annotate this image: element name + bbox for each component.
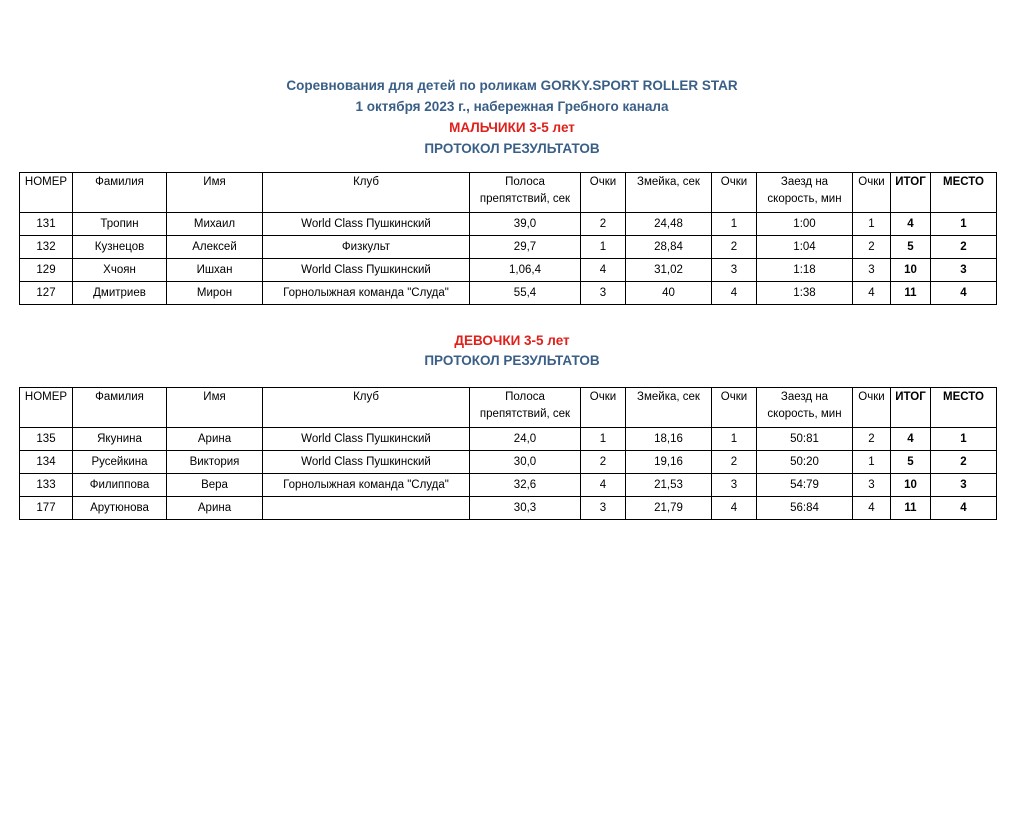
cell-name: Вера <box>167 474 263 497</box>
table-row <box>20 497 997 520</box>
col-total-header: ИТОГ <box>891 173 931 213</box>
cell-total: 5 <box>891 236 931 259</box>
cell-surname: Филиппова <box>73 474 167 497</box>
col-points2-header: Очки <box>712 388 757 428</box>
cell-club: World Class Пушкинский <box>263 213 470 236</box>
table-row <box>20 236 997 259</box>
col-points1-header: Очки <box>581 173 626 213</box>
cell-snake: 40 <box>626 282 712 305</box>
cell-num: 134 <box>20 451 73 474</box>
col-obstacle-header: Полоса препятствий, сек <box>470 173 581 213</box>
cell-total: 4 <box>891 213 931 236</box>
cell-points3: 2 <box>853 428 891 451</box>
col-points2-header: Очки <box>712 173 757 213</box>
cell-total: 10 <box>891 474 931 497</box>
cell-place: 3 <box>931 474 997 497</box>
cell-points2: 3 <box>712 259 757 282</box>
cell-speed: 50:81 <box>757 428 853 451</box>
cell-points2: 2 <box>712 236 757 259</box>
cell-num: 135 <box>20 428 73 451</box>
cell-snake: 31,02 <box>626 259 712 282</box>
cell-obstacle: 32,6 <box>470 474 581 497</box>
cell-obstacle: 24,0 <box>470 428 581 451</box>
cell-total: 11 <box>891 497 931 520</box>
cell-surname: Русейкина <box>73 451 167 474</box>
table-row <box>20 282 997 305</box>
cell-club: Горнолыжная команда "Слуда" <box>263 474 470 497</box>
cell-place: 1 <box>931 428 997 451</box>
cell-points3: 1 <box>853 213 891 236</box>
col-place-header: МЕСТО <box>931 388 997 428</box>
cell-num: 131 <box>20 213 73 236</box>
cell-name: Мирон <box>167 282 263 305</box>
cell-surname: Якунина <box>73 428 167 451</box>
cell-total: 5 <box>891 451 931 474</box>
cell-num: 127 <box>20 282 73 305</box>
cell-total: 4 <box>891 428 931 451</box>
table-header-row <box>20 388 997 428</box>
cell-obstacle: 1,06,4 <box>470 259 581 282</box>
girls-results-table <box>19 387 997 520</box>
cell-name: Арина <box>167 497 263 520</box>
cell-points1: 1 <box>581 236 626 259</box>
cell-points2: 4 <box>712 497 757 520</box>
cell-speed: 56:84 <box>757 497 853 520</box>
cell-name: Михаил <box>167 213 263 236</box>
cell-snake: 21,79 <box>626 497 712 520</box>
cell-club <box>263 497 470 520</box>
cell-points1: 4 <box>581 259 626 282</box>
cell-club: World Class Пушкинский <box>263 259 470 282</box>
cell-points2: 2 <box>712 451 757 474</box>
cell-place: 4 <box>931 282 997 305</box>
cell-snake: 18,16 <box>626 428 712 451</box>
cell-club: Горнолыжная команда "Слуда" <box>263 282 470 305</box>
col-club-header: Клуб <box>263 173 470 213</box>
cell-name: Алексей <box>167 236 263 259</box>
cell-points3: 4 <box>853 497 891 520</box>
cell-speed: 1:38 <box>757 282 853 305</box>
cell-points1: 3 <box>581 282 626 305</box>
table-row <box>20 474 997 497</box>
cell-snake: 19,16 <box>626 451 712 474</box>
cell-points1: 2 <box>581 213 626 236</box>
cell-snake: 24,48 <box>626 213 712 236</box>
cell-club: World Class Пушкинский <box>263 451 470 474</box>
table-row <box>20 451 997 474</box>
cell-club: Физкульт <box>263 236 470 259</box>
boys-protocol-title: ПРОТОКОЛ РЕЗУЛЬТАТОВ <box>424 141 600 156</box>
cell-points1: 4 <box>581 474 626 497</box>
col-num-header: НОМЕР <box>20 173 73 213</box>
cell-name: Виктория <box>167 451 263 474</box>
col-points1-header: Очки <box>581 388 626 428</box>
cell-place: 2 <box>931 236 997 259</box>
col-place-header: МЕСТО <box>931 173 997 213</box>
col-name-header: Имя <box>167 388 263 428</box>
cell-surname: Кузнецов <box>73 236 167 259</box>
event-title: Соревнования для детей по роликам GORKY.SPORT ROLLER STAR <box>286 78 738 93</box>
cell-total: 10 <box>891 259 931 282</box>
cell-points1: 1 <box>581 428 626 451</box>
col-surname-header: Фамилия <box>73 173 167 213</box>
col-obstacle-header: Полоса препятствий, сек <box>470 388 581 428</box>
cell-num: 133 <box>20 474 73 497</box>
cell-obstacle: 39,0 <box>470 213 581 236</box>
cell-obstacle: 30,3 <box>470 497 581 520</box>
cell-points3: 2 <box>853 236 891 259</box>
col-speed-header: Заезд на скорость, мин <box>757 388 853 428</box>
cell-speed: 1:18 <box>757 259 853 282</box>
cell-speed: 1:04 <box>757 236 853 259</box>
col-name-header: Имя <box>167 173 263 213</box>
col-surname-header: Фамилия <box>73 388 167 428</box>
cell-surname: Хчоян <box>73 259 167 282</box>
cell-speed: 1:00 <box>757 213 853 236</box>
col-speed-header: Заезд на скорость, мин <box>757 173 853 213</box>
cell-speed: 54:79 <box>757 474 853 497</box>
col-club-header: Клуб <box>263 388 470 428</box>
cell-place: 4 <box>931 497 997 520</box>
cell-num: 132 <box>20 236 73 259</box>
cell-obstacle: 55,4 <box>470 282 581 305</box>
boys-group-title: МАЛЬЧИКИ 3-5 лет <box>449 120 575 135</box>
col-num-header: НОМЕР <box>20 388 73 428</box>
cell-total: 11 <box>891 282 931 305</box>
cell-points2: 3 <box>712 474 757 497</box>
cell-place: 2 <box>931 451 997 474</box>
cell-points3: 3 <box>853 474 891 497</box>
cell-surname: Тропин <box>73 213 167 236</box>
cell-name: Арина <box>167 428 263 451</box>
cell-snake: 28,84 <box>626 236 712 259</box>
cell-surname: Арутюнова <box>73 497 167 520</box>
cell-snake: 21,53 <box>626 474 712 497</box>
girls-group-title: ДЕВОЧКИ 3-5 лет <box>454 333 570 348</box>
cell-club: World Class Пушкинский <box>263 428 470 451</box>
cell-points2: 1 <box>712 428 757 451</box>
boys-results-table <box>19 172 997 305</box>
table-row <box>20 213 997 236</box>
cell-num: 129 <box>20 259 73 282</box>
table-row <box>20 259 997 282</box>
girls-protocol-title: ПРОТОКОЛ РЕЗУЛЬТАТОВ <box>424 353 600 368</box>
cell-points1: 3 <box>581 497 626 520</box>
table-row <box>20 428 997 451</box>
col-snake-header: Змейка, сек <box>626 388 712 428</box>
col-points3-header: Очки <box>853 388 891 428</box>
table-header-row <box>20 173 997 213</box>
col-points3-header: Очки <box>853 173 891 213</box>
cell-points3: 1 <box>853 451 891 474</box>
cell-points3: 3 <box>853 259 891 282</box>
event-date-location: 1 октября 2023 г., набережная Гребного канала <box>355 99 669 114</box>
cell-points1: 2 <box>581 451 626 474</box>
cell-num: 177 <box>20 497 73 520</box>
cell-surname: Дмитриев <box>73 282 167 305</box>
cell-points3: 4 <box>853 282 891 305</box>
cell-obstacle: 30,0 <box>470 451 581 474</box>
cell-points2: 4 <box>712 282 757 305</box>
cell-obstacle: 29,7 <box>470 236 581 259</box>
cell-place: 1 <box>931 213 997 236</box>
cell-name: Ишхан <box>167 259 263 282</box>
cell-place: 3 <box>931 259 997 282</box>
cell-speed: 50:20 <box>757 451 853 474</box>
cell-points2: 1 <box>712 213 757 236</box>
col-snake-header: Змейка, сек <box>626 173 712 213</box>
col-total-header: ИТОГ <box>891 388 931 428</box>
